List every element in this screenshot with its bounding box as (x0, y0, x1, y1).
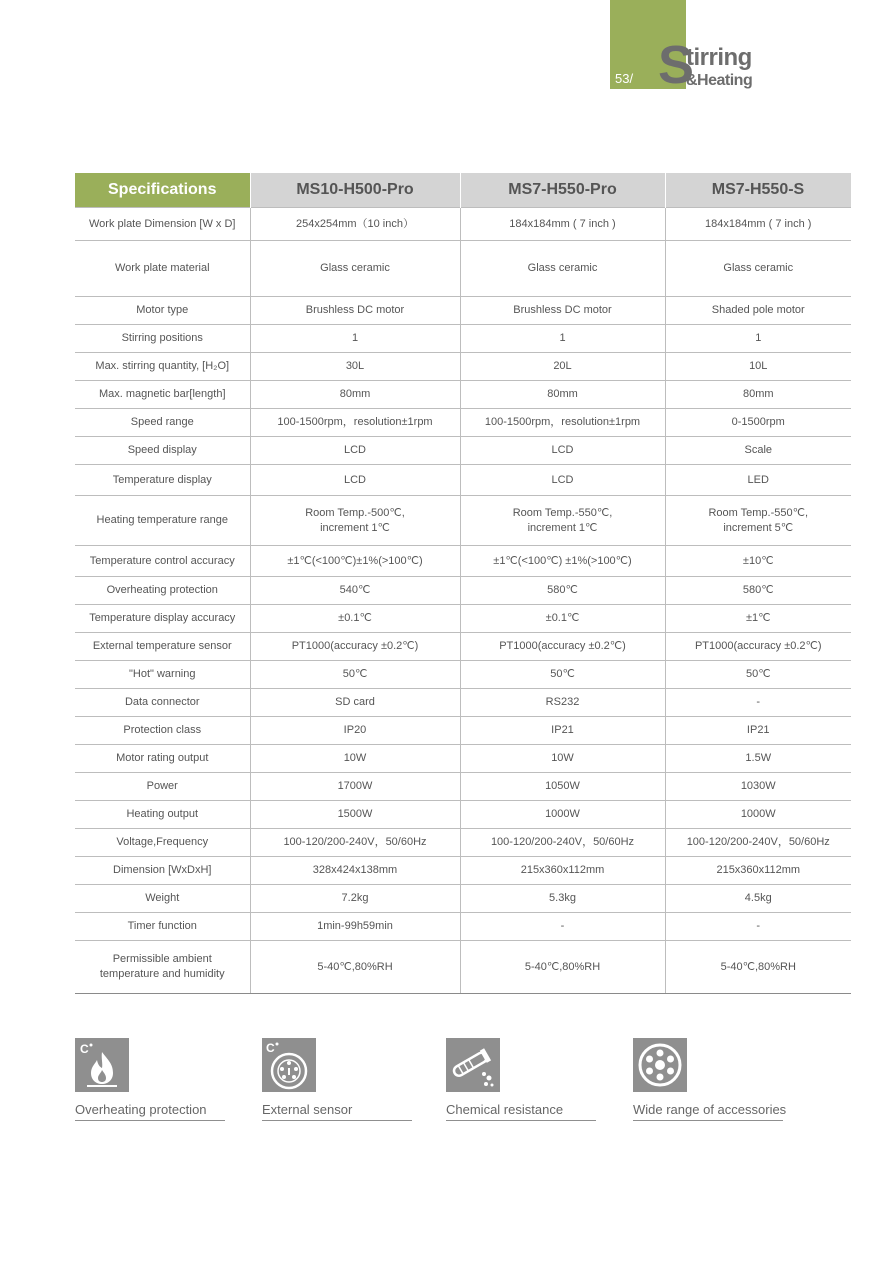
table-cell: 540℃ (250, 577, 460, 605)
table-cell: 1.5W (665, 745, 851, 773)
table-row (75, 633, 851, 661)
table-cell: Shaded pole motor (665, 297, 851, 325)
table-row (75, 241, 851, 297)
table-cell: IP21 (460, 717, 665, 745)
table-cell: LCD (460, 465, 665, 496)
table-cell: 0-1500rpm (665, 409, 851, 437)
row-label: Temperature display accuracy (75, 605, 250, 633)
table-cell: 10W (460, 745, 665, 773)
table-cell: 1000W (665, 801, 851, 829)
table-cell: 215x360x112mm (460, 857, 665, 885)
table-cell: 328x424x138mm (250, 857, 460, 885)
row-label: Motor type (75, 297, 250, 325)
table-cell: 184x184mm ( 7 inch ) (460, 208, 665, 241)
table-cell: ±1℃(<100℃)±1%(>100℃) (250, 546, 460, 577)
table-cell: ±1℃ (665, 605, 851, 633)
table-row (75, 208, 851, 241)
row-label: Max. magnetic bar[length] (75, 381, 250, 409)
table-row (75, 496, 851, 546)
table-cell: Room Temp.-550℃, increment 5℃ (665, 496, 851, 546)
table-row (75, 913, 851, 941)
table-cell: 1050W (460, 773, 665, 801)
row-label: Temperature control accuracy (75, 546, 250, 577)
table-row (75, 353, 851, 381)
column-header: MS7-H550-Pro (460, 173, 665, 208)
sensor-plug-icon (262, 1038, 316, 1092)
row-label: Voltage,Frequency (75, 829, 250, 857)
table-cell: Scale (665, 437, 851, 465)
table-cell: 5.3kg (460, 885, 665, 913)
table-row (75, 546, 851, 577)
column-header: MS10-H500-Pro (250, 173, 460, 208)
table-cell: 50℃ (460, 661, 665, 689)
table-cell: 580℃ (665, 577, 851, 605)
table-cell: 4.5kg (665, 885, 851, 913)
table-row (75, 465, 851, 496)
accessories-disc-icon (633, 1038, 687, 1092)
feature-label: Wide range of accessories (633, 1102, 787, 1117)
table-cell: 254x254mm（10 inch） (250, 208, 460, 241)
table-row (75, 885, 851, 913)
row-label: Max. stirring quantity, [H₂O] (75, 353, 250, 381)
table-row (75, 409, 851, 437)
table-cell: RS232 (460, 689, 665, 717)
feature-external-sensor (262, 1038, 353, 1117)
divider (262, 1120, 412, 1121)
table-cell: ±0.1℃ (460, 605, 665, 633)
row-label: Heating temperature range (75, 496, 250, 546)
row-label: Temperature display (75, 465, 250, 496)
divider (446, 1120, 596, 1121)
table-cell: 100-120/200-240V，50/60Hz (250, 829, 460, 857)
table-row (75, 437, 851, 465)
row-label: Weight (75, 885, 250, 913)
table-row (75, 857, 851, 885)
table-row (75, 801, 851, 829)
flame-icon (75, 1038, 129, 1092)
table-cell: - (665, 913, 851, 941)
row-label: "Hot" warning (75, 661, 250, 689)
test-tube-icon (446, 1038, 500, 1092)
row-label: Speed display (75, 437, 250, 465)
table-cell: 215x360x112mm (665, 857, 851, 885)
table-cell: ±0.1℃ (250, 605, 460, 633)
svg-text:C: C (266, 1041, 275, 1055)
table-row (75, 381, 851, 409)
table-cell: Glass ceramic (665, 241, 851, 297)
brand-line2: &Heating (686, 72, 753, 89)
table-row (75, 689, 851, 717)
feature-chemical-resistance (446, 1038, 564, 1117)
table-cell: 1500W (250, 801, 460, 829)
table-cell: IP21 (665, 717, 851, 745)
table-cell: 5-40℃,80%RH (665, 941, 851, 994)
feature-label: Overheating protection (75, 1102, 207, 1117)
table-cell: 80mm (665, 381, 851, 409)
table-cell: ±1℃(<100℃) ±1%(>100℃) (460, 546, 665, 577)
column-header: Specifications (75, 173, 250, 208)
table-row (75, 605, 851, 633)
table-row (75, 773, 851, 801)
table-cell: IP20 (250, 717, 460, 745)
table-cell: LCD (250, 437, 460, 465)
row-label: Power (75, 773, 250, 801)
page-number: 53/ (615, 71, 634, 86)
table-cell: 50℃ (250, 661, 460, 689)
column-header: MS7-H550-S (665, 173, 851, 208)
table-cell: 580℃ (460, 577, 665, 605)
row-label: Work plate material (75, 241, 250, 297)
table-cell: Glass ceramic (250, 241, 460, 297)
table-cell: 1min-99h59min (250, 913, 460, 941)
feature-accessories (633, 1038, 787, 1117)
table-cell: 100-120/200-240V，50/60Hz (665, 829, 851, 857)
table-cell: 1 (460, 325, 665, 353)
specifications-table (75, 173, 852, 994)
divider (75, 1120, 225, 1121)
table-cell: SD card (250, 689, 460, 717)
table-cell: 80mm (250, 381, 460, 409)
table-cell: Room Temp.-550℃, increment 1℃ (460, 496, 665, 546)
row-label: Heating output (75, 801, 250, 829)
feature-overheating (75, 1038, 207, 1117)
table-cell: LCD (460, 437, 665, 465)
table-cell: 10W (250, 745, 460, 773)
table-cell: 7.2kg (250, 885, 460, 913)
row-label: Stirring positions (75, 325, 250, 353)
feature-label: External sensor (262, 1102, 353, 1117)
table-cell: 80mm (460, 381, 665, 409)
table-cell: 5-40℃,80%RH (460, 941, 665, 994)
table-cell: 50℃ (665, 661, 851, 689)
table-cell: 100-1500rpm，resolution±1rpm (460, 409, 665, 437)
table-cell: ±10℃ (665, 546, 851, 577)
table-cell: 1 (250, 325, 460, 353)
table-cell: 184x184mm ( 7 inch ) (665, 208, 851, 241)
brand-line1: tirring (686, 44, 752, 71)
feature-label: Chemical resistance (446, 1102, 564, 1117)
table-cell: Brushless DC motor (460, 297, 665, 325)
svg-text:C: C (80, 1042, 89, 1056)
table-cell: 100-120/200-240V，50/60Hz (460, 829, 665, 857)
table-cell: PT1000(accuracy ±0.2℃) (460, 633, 665, 661)
row-label: Data connector (75, 689, 250, 717)
table-cell: Room Temp.-500℃, increment 1℃ (250, 496, 460, 546)
table-row (75, 941, 851, 994)
table-cell: PT1000(accuracy ±0.2℃) (250, 633, 460, 661)
table-cell: 20L (460, 353, 665, 381)
table-row (75, 661, 851, 689)
table-cell: - (460, 913, 665, 941)
table-cell: 30L (250, 353, 460, 381)
divider (633, 1120, 783, 1121)
row-label: Permissible ambient temperature and humidity (75, 941, 250, 994)
row-label: Timer function (75, 913, 250, 941)
brand-initial: S (658, 35, 695, 95)
table-row (75, 577, 851, 605)
table-cell: LED (665, 465, 851, 496)
table-row (75, 745, 851, 773)
table-cell: 1 (665, 325, 851, 353)
table-cell: Glass ceramic (460, 241, 665, 297)
table-cell: PT1000(accuracy ±0.2℃) (665, 633, 851, 661)
table-cell: Brushless DC motor (250, 297, 460, 325)
table-cell: 1030W (665, 773, 851, 801)
table-row (75, 829, 851, 857)
row-label: Motor rating output (75, 745, 250, 773)
table-cell: 5-40℃,80%RH (250, 941, 460, 994)
table-cell: 10L (665, 353, 851, 381)
table-row (75, 717, 851, 745)
table-cell: 100-1500rpm，resolution±1rpm (250, 409, 460, 437)
row-label: Speed range (75, 409, 250, 437)
row-label: Dimension [WxDxH] (75, 857, 250, 885)
row-label: Work plate Dimension [W x D] (75, 208, 250, 241)
row-label: Overheating protection (75, 577, 250, 605)
table-row (75, 297, 851, 325)
table-row (75, 325, 851, 353)
table-cell: - (665, 689, 851, 717)
table-cell: LCD (250, 465, 460, 496)
table-cell: 1700W (250, 773, 460, 801)
table-cell: 1000W (460, 801, 665, 829)
row-label: Protection class (75, 717, 250, 745)
row-label: External temperature sensor (75, 633, 250, 661)
